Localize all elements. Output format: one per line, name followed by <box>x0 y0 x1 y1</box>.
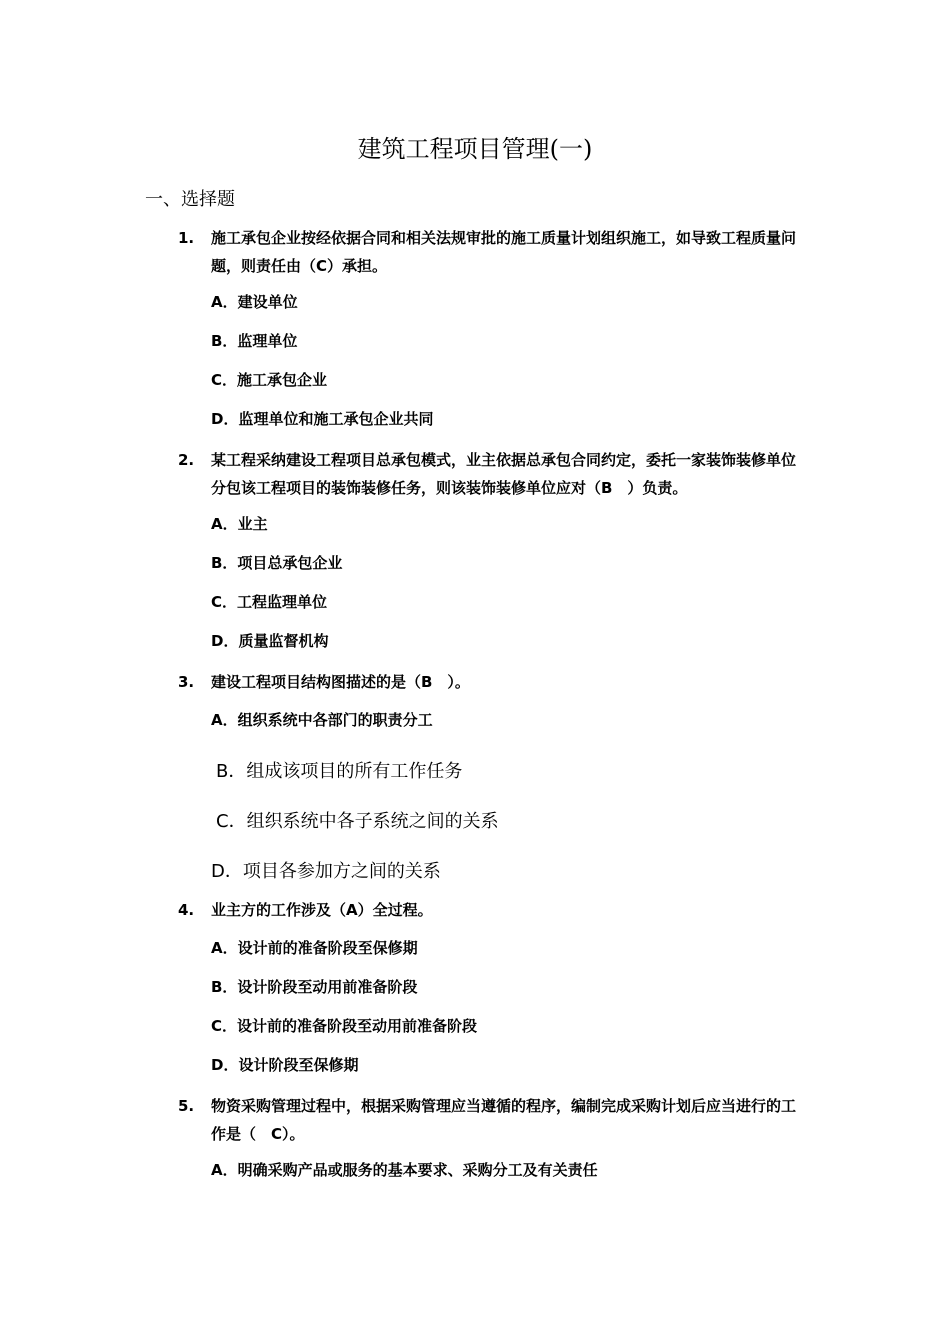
option-d: D．设计阶段至保修期 <box>211 1056 359 1074</box>
option-a: A．组织系统中各部门的职责分工 <box>211 711 433 729</box>
question-1 <box>178 224 808 280</box>
question-3 <box>178 668 808 696</box>
option-c: C．设计前的准备阶段至动用前准备阶段 <box>211 1017 478 1035</box>
question-4 <box>178 896 808 924</box>
document-title: 建筑工程项目管理(一) <box>357 135 593 163</box>
option-b: B．组成该项目的所有工作任务 <box>216 761 463 782</box>
option-d: D．项目各参加方之间的关系 <box>211 861 441 882</box>
option-c: C．组织系统中各子系统之间的关系 <box>216 811 499 832</box>
question-5 <box>178 1092 808 1148</box>
question-number: 1. <box>178 229 195 247</box>
question-2 <box>178 446 808 502</box>
option-c: C．施工承包企业 <box>211 371 328 389</box>
question-text: 某工程采纳建设工程项目总承包模式，业主依据总承包合同约定，委托一家装饰装修单位分包该工程项目的装饰装修任务，则该装饰装修单位应对（B ）负责。 <box>211 451 797 497</box>
section-heading: 一、选择题 <box>145 189 235 210</box>
option-d: D．质量监督机构 <box>211 632 329 650</box>
question-text: 施工承包企业按经依据合同和相关法规审批的施工质量计划组织施工，如导致工程质量问题，则责任由（C）承担。 <box>211 229 797 275</box>
question-text: 物资采购管理过程中，根据采购管理应当遵循的程序，编制完成采购计划后应当进行的工作是（ C）。 <box>211 1097 797 1143</box>
option-b: B．设计阶段至动用前准备阶段 <box>211 978 418 996</box>
option-a: A．明确采购产品或服务的基本要求、采购分工及有关责任 <box>211 1161 598 1179</box>
option-b: B．监理单位 <box>211 332 298 350</box>
option-a: A．设计前的准备阶段至保修期 <box>211 939 418 957</box>
option-a: A．建设单位 <box>211 293 298 311</box>
question-number: 2. <box>178 451 195 469</box>
question-number: 4. <box>178 901 195 919</box>
question-text: 建设工程项目结构图描述的是（B ）。 <box>211 673 470 691</box>
question-number: 5. <box>178 1097 195 1115</box>
question-number: 3. <box>178 673 195 691</box>
option-d: D．监理单位和施工承包企业共同 <box>211 410 434 428</box>
option-b: B．项目总承包企业 <box>211 554 343 572</box>
option-a: A．业主 <box>211 515 268 533</box>
question-text: 业主方的工作涉及（A）全过程。 <box>211 901 433 919</box>
option-c: C．工程监理单位 <box>211 593 328 611</box>
